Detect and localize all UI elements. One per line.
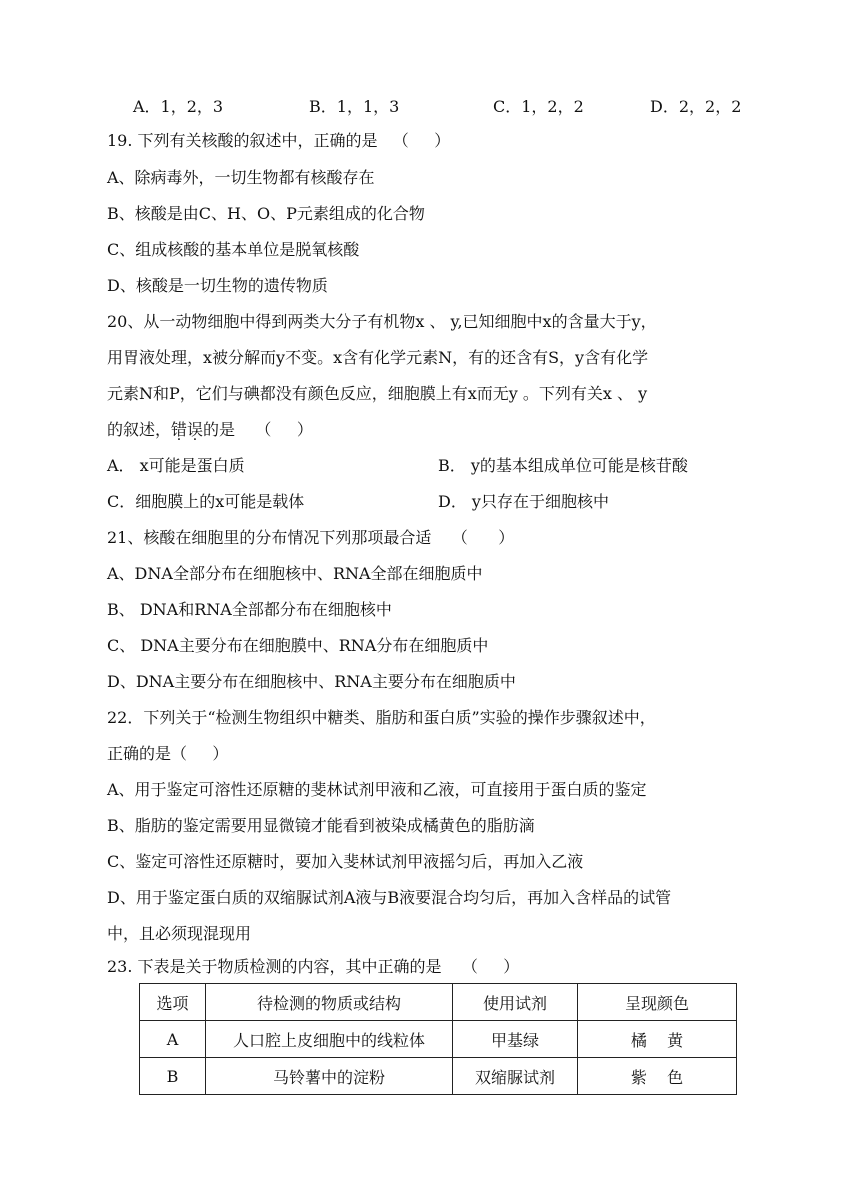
- table-cell: 橘 黄: [578, 1021, 737, 1058]
- q20-stem-line-4: [107, 420, 313, 440]
- q21-option-c: C、 DNA主要分布在细胞膜中、RNA分布在细胞质中: [107, 636, 489, 655]
- q21-option-b: B、 DNA和RNA全部都分布在细胞核中: [107, 600, 392, 619]
- table-cell: 人口腔上皮细胞中的线粒体: [206, 1021, 453, 1058]
- q22-option-c: C、鉴定可溶性还原糖时，要加入斐林试剂甲液摇匀后，再加入乙液: [107, 852, 584, 871]
- q20-option-b: B． y的基本组成单位可能是核苷酸: [438, 456, 688, 475]
- table-cell: 双缩脲试剂: [453, 1058, 578, 1095]
- q21-option-d: D、DNA主要分布在细胞核中、RNA主要分布在细胞质中: [107, 672, 516, 691]
- q22-option-d: D、用于鉴定蛋白质的双缩脲试剂A液与B液要混合均匀后，再加入含样品的试管: [107, 888, 672, 907]
- table-cell: 紫 色: [578, 1058, 737, 1095]
- q20-stem-prefix: 的叙述，: [107, 420, 172, 439]
- q22-stem-line-1: 22．下列关于“检测生物组织中糖类、脂肪和蛋白质”实验的操作步骤叙述中，: [107, 708, 656, 727]
- q18-option-a: A．1，2，3: [133, 97, 224, 116]
- table-header-cell: 使用试剂: [453, 984, 578, 1021]
- q19-stem: 19. 下列有关核酸的叙述中，正确的是 （ ）: [107, 131, 451, 150]
- table-header-cell: 选项: [140, 984, 206, 1021]
- q20-option-d: D． y只存在于细胞核中: [438, 492, 609, 511]
- table-cell: A: [140, 1021, 206, 1058]
- q20-emphasis-char-1: 错: [171, 420, 188, 439]
- q20-stem-suffix: 的是 （ ）: [203, 420, 313, 439]
- q20-option-c: C．细胞膜上的x可能是载体: [107, 492, 305, 511]
- q19-option-c: C、组成核酸的基本单位是脱氧核酸: [107, 240, 360, 259]
- q18-option-c: C．1，2，2: [493, 97, 584, 116]
- q22-stem-line-2: 正确的是（ ）: [107, 744, 229, 763]
- q20-emphasis-char-2: 误: [187, 420, 204, 439]
- q21-stem: 21、核酸在细胞里的分布情况下列那项最合适 （ ）: [107, 528, 515, 547]
- table-cell: 马铃薯中的淀粉: [206, 1058, 453, 1095]
- q21-option-a: A、DNA全部分布在细胞核中、RNA全部在细胞质中: [107, 564, 483, 583]
- q20-stem-line-1: 20、从一动物细胞中得到两类大分子有机物x 、 y,已知细胞中x的含量大于y，: [107, 312, 657, 331]
- q23-table: [139, 983, 737, 1095]
- q20-stem-line-3: 元素N和P，它们与碘都没有颜色反应，细胞膜上有x而无y 。下列有关x 、 y: [107, 384, 648, 403]
- q19-option-a: A、除病毒外，一切生物都有核酸存在: [107, 168, 375, 187]
- q18-option-b: B．1，1，3: [309, 97, 400, 116]
- q18-option-d: D．2，2，2: [650, 97, 742, 116]
- q22-option-b: B、脂肪的鉴定需要用显微镜才能看到被染成橘黄色的脂肪滴: [107, 816, 535, 835]
- q22-option-a: A、用于鉴定可溶性还原糖的斐林试剂甲液和乙液，可直接用于蛋白质的鉴定: [107, 780, 647, 799]
- q22-option-d-continued: 中，且必须现混现用: [107, 924, 252, 943]
- q19-option-b: B、核酸是由C、H、O、P元素组成的化合物: [107, 204, 425, 223]
- table-header-row: [140, 984, 737, 1021]
- table-row: [140, 1021, 737, 1058]
- q19-option-d: D、核酸是一切生物的遗传物质: [107, 276, 328, 295]
- table-header-cell: 待检测的物质或结构: [206, 984, 453, 1021]
- table-header-cell: 呈现颜色: [578, 984, 737, 1021]
- q20-option-a: A． x可能是蛋白质: [107, 456, 245, 475]
- table-row: [140, 1058, 737, 1095]
- table-cell: B: [140, 1058, 206, 1095]
- table-cell: 甲基绿: [453, 1021, 578, 1058]
- q20-stem-line-2: 用胃液处理，x被分解而y不变。x含有化学元素N，有的还含有S，y含有化学: [107, 348, 649, 367]
- q23-stem: 23. 下表是关于物质检测的内容，其中正确的是 （ ）: [107, 957, 520, 976]
